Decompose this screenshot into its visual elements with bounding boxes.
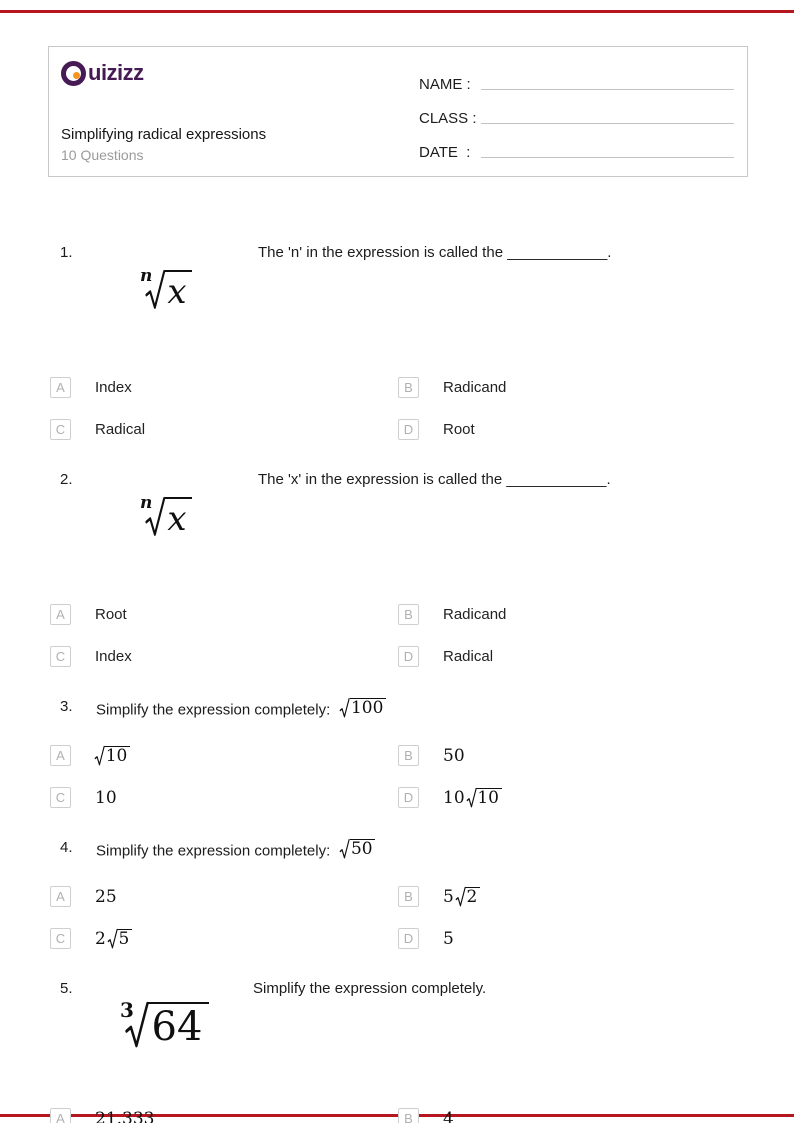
date-label: DATE : [419,144,471,161]
option-label: Radical [443,648,494,665]
option-b [398,745,465,766]
question-text: The 'n' in the expression is called the ____________. [258,244,612,261]
option-letter: D [398,928,419,949]
radical-expression [120,997,209,1051]
option-letter: A [50,745,71,766]
inline-radical [340,698,386,718]
radical-sign-icon [456,887,465,907]
radicand: 5 [117,929,132,949]
option-letter: A [50,1108,71,1123]
option-letter: D [398,787,419,808]
option-radical [456,887,480,907]
option-letter: C [50,419,71,440]
question-number: 4. [60,839,73,856]
option-letter: A [50,604,71,625]
option-c [50,419,145,440]
option-d [398,928,454,949]
name-label: NAME : [419,76,471,93]
option-label: Index [95,648,132,665]
option-a [50,377,132,398]
worksheet-title: Simplifying radical expressions [61,126,267,143]
question-number: 1. [60,244,73,261]
option-label: 5 [443,928,454,949]
option-letter: D [398,419,419,440]
page-border-top [0,10,794,13]
option-a [50,1108,154,1123]
coefficient: 10 [443,787,465,808]
radical-sign-icon [108,929,117,949]
name-field [419,71,734,93]
radical-sign-icon [95,746,104,766]
radical-index: n [140,265,153,286]
option-letter: B [398,1108,419,1123]
radicand: x [165,497,192,536]
worksheet-header [48,46,748,177]
radical-index: n [140,492,153,513]
option-letter: C [50,646,71,667]
option-label [443,887,480,907]
radical-expression [140,265,192,312]
option-label: Index [95,379,132,396]
option-letter: B [398,745,419,766]
question-text: Simplify the expression completely. [253,980,487,997]
option-letter: B [398,377,419,398]
option-letter: C [50,787,71,808]
radicand: 64 [148,1002,208,1048]
coefficient: 5 [443,886,454,907]
inline-radical [340,839,375,859]
option-a [50,745,130,766]
name-blank-line [481,89,734,90]
option-label: 4 [443,1108,454,1123]
class-label: CLASS : [419,110,477,127]
option-b [398,886,480,907]
option-a [50,604,127,625]
option-label [95,929,132,949]
option-letter: B [398,604,419,625]
coefficient: 2 [95,928,106,949]
option-label: Radical [95,421,146,438]
class-field [419,105,734,127]
option-label: Radicand [443,379,507,396]
quizizz-q-icon [61,61,86,86]
radical-expression [140,492,192,539]
question-number: 2. [60,471,73,488]
option-d [398,419,475,440]
question-count: 10 Questions [61,147,144,163]
option-b [398,604,506,625]
date-blank-line [481,157,734,158]
option-label: 21.333 [95,1108,155,1123]
option-label: Root [95,606,127,623]
radicand: 100 [350,698,387,718]
option-letter: A [50,377,71,398]
option-c [50,787,117,808]
quizizz-logo [61,60,144,86]
radical-sign-icon [340,839,349,859]
option-b [398,1108,454,1123]
question-number: 3. [60,698,73,715]
option-b [398,377,506,398]
quizizz-wordmark: uizizz [88,60,144,85]
class-blank-line [481,123,734,124]
option-a [50,886,117,907]
option-c [50,646,132,667]
option-radical [108,929,132,949]
option-letter: A [50,886,71,907]
radical-sign-icon [340,698,349,718]
question-text-row [96,698,386,719]
option-label: 25 [95,886,117,907]
option-radical [95,746,130,766]
radicand: 10 [104,746,130,766]
option-label [95,746,130,766]
option-label: Root [443,421,475,438]
question-text: The 'x' in the expression is called the ____________. [258,471,611,488]
radicand: 10 [476,788,502,808]
option-letter: B [398,886,419,907]
date-field [419,139,734,161]
option-label: 10 [95,787,117,808]
question-text-row [96,839,375,860]
option-label: Radicand [443,606,507,623]
question-text: Simplify the expression completely: [96,842,331,860]
question-text: Simplify the expression completely: [96,701,331,719]
radicand: 50 [350,839,376,859]
radicand: 2 [465,887,480,907]
option-letter: D [398,646,419,667]
radical-sign-icon [467,788,476,808]
option-label: 50 [443,745,465,766]
option-letter: C [50,928,71,949]
radicand: x [165,270,192,309]
option-radical [467,788,502,808]
option-d [398,646,493,667]
quizizz-q-dot-icon [73,72,80,79]
option-label [443,788,502,808]
question-number: 5. [60,980,73,997]
radical-index: 3 [120,997,134,1022]
option-c [50,928,132,949]
option-d [398,787,502,808]
